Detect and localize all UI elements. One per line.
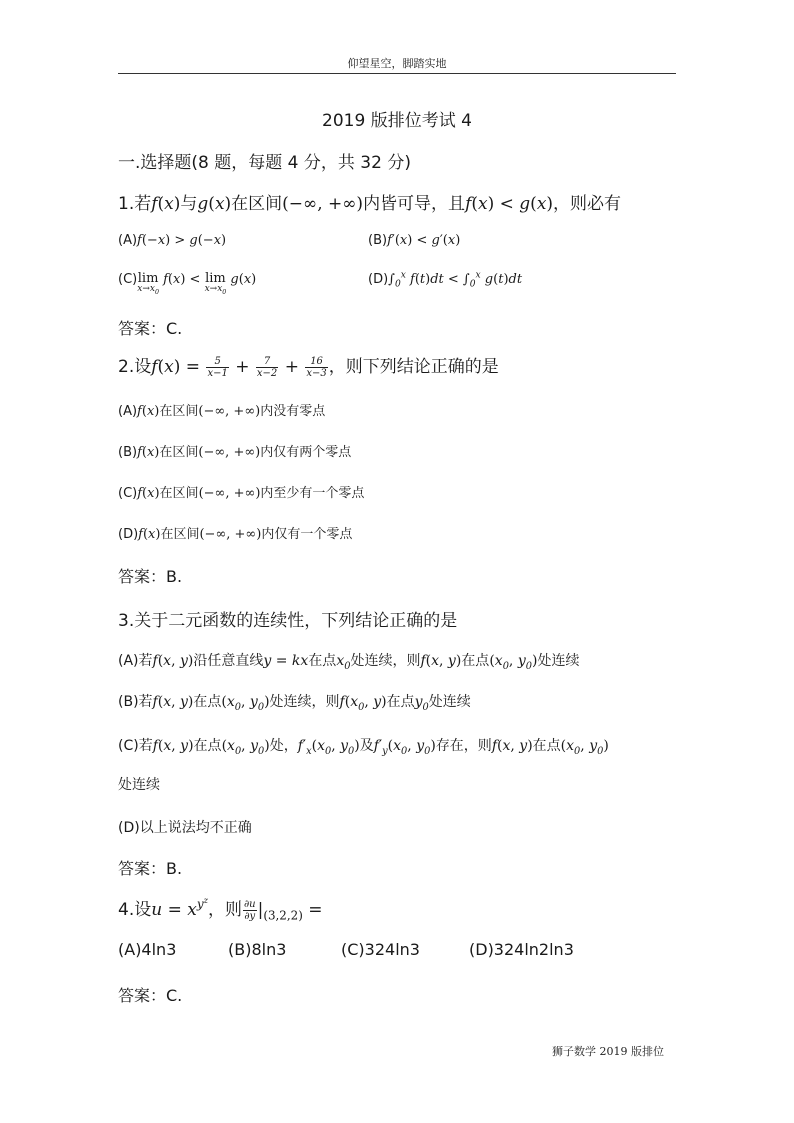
- question-4-option-a: (A)4ln3: [118, 940, 177, 959]
- question-4-option-c: (C)324ln3: [341, 940, 420, 959]
- question-4-answer: 答案：C.: [118, 986, 183, 1005]
- question-3-option-a: (A)若f(x, y)沿任意直线y = kx在点$x_0$处连续，则f(x, y)在点($x_0$, $y_0$)处连续: [118, 653, 580, 672]
- question-4-stem: 4.设$u = x^{y^z}$，则 $\frac{\partial u}{\partial y}$ $|_{(3,2,2)}$ =: [118, 895, 323, 923]
- question-3-option-c-continued: 处连续: [118, 777, 160, 793]
- header-divider: [118, 73, 676, 74]
- question-1-option-d: $(D)\int_0^x$ $f(t)dt < \int_0^x$ g(t)dt: [368, 270, 523, 290]
- question-1-option-a: (A)f(−x) > g(−x): [118, 233, 227, 248]
- page-title: 2019 版排位考试 4: [322, 111, 472, 131]
- question-1-stem: 1.若f(x)与g(x)在区间(−∞, +∞)内皆可导，且f(x) < g(x)，则必有: [118, 194, 622, 214]
- question-3-answer: 答案：B.: [118, 859, 183, 878]
- question-3-option-c: (C)若f(x, y)在点($x_0$, $y_0$)处，$f'_x(x_0$, $y_0$)及$f'_y(x_0$, $y_0$)存在，则f(x, y)在点($x_0$, $y_0$): [118, 738, 609, 757]
- question-2-answer: 答案：B.: [118, 567, 183, 586]
- question-2-stem: 2.设f(x) = $\frac{5}{x-1}$ + $\frac{7}{x-2}$ + $\frac{16}{x-3}$ ，则下列结论正确的是: [118, 355, 499, 379]
- footer-text: 狮子数学 2019 版排位: [552, 1045, 664, 1058]
- question-3-stem: 3.关于二元函数的连续性，下列结论正确的是: [118, 611, 458, 631]
- question-2-option-a: (A)f(x)在区间(−∞, +∞)内没有零点: [118, 404, 326, 419]
- section-heading: 一.选择题(8 题，每题 4 分，共 32 分): [118, 153, 411, 173]
- question-4-option-b: (B)8ln3: [228, 940, 287, 959]
- question-3-option-b: (B)若f(x, y)在点($x_0$, $y_0$)处连续，则$f(x_0$, y)在点$y_0$处连续: [118, 694, 471, 713]
- question-1-option-c: (C)lim $x\to x_0$ f(x) < lim $x\to x_0$ g(x): [118, 271, 257, 296]
- question-1-option-b: (B)f′(x) < g′(x): [368, 233, 461, 248]
- header-motto: 仰望星空，脚踏实地: [347, 57, 447, 70]
- question-1-answer: 答案：C.: [118, 319, 183, 338]
- question-2-option-d: (D)f(x)在区间(−∞, +∞)内仅有一个零点: [118, 527, 353, 542]
- question-3-option-d: (D)以上说法均不正确: [118, 820, 252, 836]
- question-4-option-d: (D)324ln2ln3: [469, 940, 574, 959]
- question-2-option-b: (B)f(x)在区间(−∞, +∞)内仅有两个零点: [118, 445, 352, 460]
- question-2-option-c: (C)f(x)在区间(−∞, +∞)内至少有一个零点: [118, 486, 365, 501]
